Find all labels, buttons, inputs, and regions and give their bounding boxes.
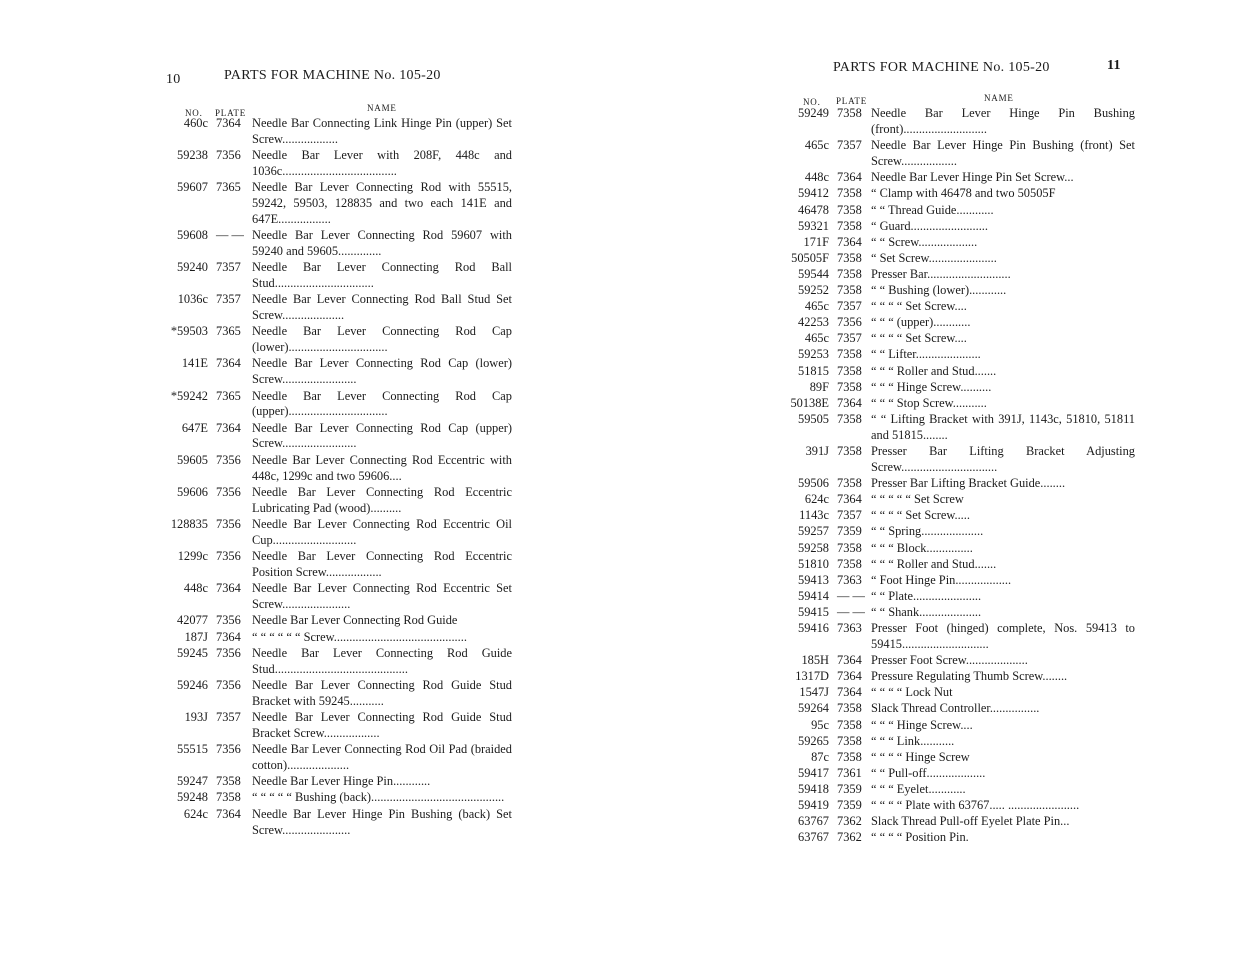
part-number: 647E: [181, 420, 208, 435]
part-name: “ “ Plate......................: [871, 588, 982, 603]
plate-number: 7358: [837, 717, 862, 732]
plate-number: 7358: [837, 701, 862, 716]
part-name: “ “ “ “ Set Screw.....: [871, 508, 970, 523]
part-name: “ “ “ “ Position Pin.: [871, 830, 969, 845]
part-name: “ “ Lifter.....................: [871, 347, 981, 362]
part-entry: [785, 314, 1135, 330]
part-entry: [160, 678, 512, 710]
part-number: 59605: [177, 452, 208, 467]
part-entry: [785, 523, 1135, 539]
part-name: Slack Thread Pull-off Eyelet Plate Pin...: [871, 814, 1070, 829]
part-number: 51815: [798, 363, 829, 378]
plate-number: 7365: [216, 180, 241, 195]
part-name: “ “ Pull-off...................: [871, 765, 986, 780]
part-number: 141E: [181, 356, 208, 371]
part-number: 59544: [798, 266, 829, 281]
part-entry: [160, 581, 512, 613]
part-number: 171F: [803, 234, 829, 249]
part-entry: [785, 395, 1135, 411]
plate-number: 7358: [837, 266, 862, 281]
part-number: 59418: [798, 781, 829, 796]
part-name: “ “ “ “ “ Set Screw: [871, 492, 964, 507]
part-number: 51810: [798, 556, 829, 571]
plate-number: 7364: [837, 492, 862, 507]
plate-number: 7358: [837, 540, 862, 555]
part-name: “ “ Thread Guide............: [871, 202, 994, 217]
plate-number: 7365: [216, 324, 241, 339]
plate-number: 7364: [216, 581, 241, 596]
plate-number: 7356: [216, 677, 241, 692]
part-name: Needle Bar Lever Connecting Rod Guide: [252, 613, 458, 628]
part-number: 87c: [811, 749, 829, 764]
part-number: 59417: [798, 765, 829, 780]
part-entry: [785, 684, 1135, 700]
part-name: Needle Bar Lever Connecting Rod Oil Pad (braided cotton)....................: [252, 742, 512, 772]
part-entry: [785, 185, 1135, 201]
plate-number: 7356: [216, 742, 241, 757]
part-name: “ “ “ “ “ “ Screw...........................................: [252, 629, 467, 644]
part-name: Presser Bar...........................: [871, 266, 1011, 281]
part-name: Needle Bar Lever Hinge Pin Bushing (back) Set Screw......................: [252, 806, 512, 837]
plate-number: 7364: [837, 669, 862, 684]
part-entry: [785, 556, 1135, 572]
plate-number: 7357: [216, 709, 241, 724]
part-entry: [785, 443, 1135, 475]
plate-number: 7358: [837, 363, 862, 378]
part-entry: [785, 797, 1135, 813]
part-name: Presser Foot (hinged) complete, Nos. 59413 to 59415............................: [871, 621, 1135, 652]
part-entry: [160, 324, 512, 356]
part-number: 59247: [177, 774, 208, 789]
plate-number: 7357: [837, 138, 862, 153]
page-number: 10: [166, 72, 181, 87]
part-name: “ “ “ “ Set Screw....: [871, 299, 967, 314]
part-number: 460c: [183, 116, 208, 130]
part-entry: [160, 421, 512, 453]
part-entry: [160, 116, 512, 148]
part-entry: [785, 266, 1135, 282]
part-entry: [160, 453, 512, 485]
plate-number: 7359: [837, 781, 862, 796]
plate-number: 7359: [837, 524, 862, 539]
part-entry: [785, 540, 1135, 556]
part-number: *59242: [170, 388, 208, 403]
part-entry: [785, 363, 1135, 379]
plate-number: 7364: [216, 116, 241, 130]
part-number: 59506: [798, 476, 829, 491]
part-number: 187J: [184, 629, 208, 644]
part-number: 59321: [798, 218, 829, 233]
plate-number: 7358: [837, 347, 862, 362]
part-entry: [160, 710, 512, 742]
part-name: “ “ Shank....................: [871, 604, 982, 619]
part-number: 59505: [798, 411, 829, 426]
plate-number: 7361: [837, 765, 862, 780]
part-name: Needle Bar Lever Connecting Rod Cap (lower) Screw........................: [252, 356, 512, 387]
part-number: 59413: [798, 572, 829, 587]
plate-number: 7357: [837, 331, 862, 346]
column-header-name: NAME: [984, 93, 1014, 103]
part-number: 465c: [804, 138, 829, 153]
part-number: 59608: [177, 228, 208, 243]
part-entry: [785, 475, 1135, 491]
part-entry: [160, 292, 512, 324]
plate-number: 7364: [216, 420, 241, 435]
plate-number: 7364: [837, 234, 862, 249]
part-name: “ “ “ Hinge Screw..........: [871, 379, 992, 394]
part-name: “ “ Screw...................: [871, 234, 978, 249]
part-number: 624c: [804, 492, 829, 507]
column-header-no: NO.: [803, 97, 821, 107]
part-name: Needle Bar Lever Connecting Rod Guide Stud...........................................: [252, 645, 512, 676]
part-entry: [785, 330, 1135, 346]
part-entry: [785, 829, 1135, 845]
part-entry: [785, 620, 1135, 652]
part-name: Presser Bar Lifting Bracket Adjusting Screw...............................: [871, 443, 1135, 475]
part-number: 89F: [809, 379, 829, 394]
part-entry: [785, 749, 1135, 765]
part-entry: [160, 742, 512, 774]
part-name: Needle Bar Lever Hinge Pin............: [252, 774, 431, 789]
part-entry: [785, 733, 1135, 749]
part-name: “ “ Spring....................: [871, 524, 984, 539]
plate-number: 7356: [216, 645, 241, 660]
part-number: 59606: [177, 484, 208, 499]
left-page: [0, 0, 600, 954]
plate-number: 7357: [216, 292, 241, 307]
part-entry: [160, 790, 512, 806]
column-header-plate: PLATE: [215, 108, 246, 118]
part-name: “ “ “ “ “ Bushing (back)...........................................: [252, 790, 505, 805]
part-number: 59607: [177, 180, 208, 195]
plate-number: 7356: [216, 148, 241, 163]
plate-number: 7358: [837, 202, 862, 217]
plate-number: 7356: [216, 452, 241, 467]
plate-number: 7362: [837, 814, 862, 829]
part-entry: [160, 485, 512, 517]
part-number: 59416: [798, 621, 829, 635]
part-name: Needle Bar Lever with 208F, 448c and 1036c.....................................: [252, 148, 512, 178]
plate-number: 7358: [837, 556, 862, 571]
part-number: 59257: [798, 524, 829, 539]
part-number: 1317D: [795, 669, 829, 684]
part-entry: [160, 260, 512, 292]
plate-number: 7364: [837, 170, 862, 185]
part-number: 46478: [798, 202, 829, 217]
part-number: 59258: [798, 540, 829, 555]
part-entry: [785, 202, 1135, 218]
part-number: 59419: [798, 798, 829, 813]
part-number: 193J: [184, 709, 208, 724]
part-number: 185H: [801, 653, 829, 668]
part-number: 465c: [804, 331, 829, 346]
part-number: 59265: [798, 733, 829, 748]
part-name: Needle Bar Lever Connecting Rod Eccentric with 448c, 1299c and two 59606....: [252, 452, 512, 483]
part-name: Needle Bar Lever Connecting Rod Cap (upper)................................: [252, 388, 512, 419]
part-entry: [160, 646, 512, 678]
part-name: Needle Bar Lever Connecting Rod Cap (lower)................................: [252, 324, 512, 355]
plate-number: 7356: [216, 613, 241, 628]
part-entry: [160, 148, 512, 180]
part-entry: [785, 346, 1135, 362]
part-name: Needle Bar Lever Connecting Rod Eccentric Oil Cup...........................: [252, 516, 512, 547]
part-number: 59238: [177, 148, 208, 163]
part-entry: [785, 507, 1135, 523]
part-entry: [785, 765, 1135, 781]
part-name: Needle Bar Lever Connecting Rod Guide Stud Bracket Screw..................: [252, 709, 512, 740]
column-header-no: NO.: [185, 108, 203, 118]
part-name: Slack Thread Controller................: [871, 701, 1040, 716]
plate-number: 7357: [216, 260, 241, 275]
part-number: 50138E: [790, 395, 829, 410]
part-name: “ “ Lifting Bracket with 391J, 1143c, 51810, 51811 and 51815........: [871, 411, 1135, 442]
part-name: “ “ “ Roller and Stud.......: [871, 363, 997, 378]
part-name: Needle Bar Lever Hinge Pin Bushing (front) Set Screw..................: [871, 138, 1135, 169]
page-header-title: PARTS FOR MACHINE No. 105-20: [224, 68, 441, 83]
part-name: “ “ “ Eyelet............: [871, 781, 966, 796]
plate-number: 7358: [837, 379, 862, 394]
plate-number: 7356: [837, 315, 862, 330]
part-name: “ Clamp with 46478 and two 50505F: [871, 186, 1056, 201]
part-number: 1547J: [799, 685, 829, 700]
part-name: “ Guard.........................: [871, 218, 989, 233]
part-number: 465c: [804, 299, 829, 314]
part-entry: [160, 356, 512, 388]
column-header-name: NAME: [367, 103, 397, 113]
part-entry: [160, 180, 512, 227]
plate-number: 7356: [216, 484, 241, 499]
part-entry: [785, 717, 1135, 733]
part-number: 59252: [798, 283, 829, 298]
plate-number: 7364: [837, 653, 862, 668]
part-number: 624c: [183, 806, 208, 821]
part-entry: [160, 517, 512, 549]
part-entry: [785, 604, 1135, 620]
plate-number: 7358: [837, 443, 862, 458]
part-entry: [785, 298, 1135, 314]
plate-number: 7363: [837, 621, 862, 635]
plate-number: 7364: [216, 356, 241, 371]
part-number: 59248: [177, 790, 208, 805]
part-entry: [785, 379, 1135, 395]
plate-number: 7364: [216, 629, 241, 644]
plate-number: 7364: [837, 395, 862, 410]
plate-number: 7358: [837, 106, 862, 120]
part-name: “ “ Bushing (lower)............: [871, 283, 1007, 298]
part-name: “ “ “ (upper)............: [871, 315, 971, 330]
part-number: 59415: [798, 604, 829, 619]
plate-number: — —: [837, 604, 865, 619]
part-name: Needle Bar Lever Connecting Rod Eccentric Set Screw......................: [252, 581, 512, 611]
part-number: 391J: [805, 443, 829, 458]
part-number: 448c: [804, 170, 829, 185]
part-number: 59246: [177, 677, 208, 692]
plate-number: 7356: [216, 516, 241, 531]
plate-number: 7358: [837, 218, 862, 233]
plate-number: 7358: [837, 186, 862, 201]
part-entry: [785, 169, 1135, 185]
part-number: 128835: [170, 516, 208, 531]
part-entry: [785, 700, 1135, 716]
part-name: “ “ “ Block...............: [871, 540, 973, 555]
part-entry: [160, 630, 512, 646]
part-entry: [160, 774, 512, 790]
part-entry: [160, 613, 512, 629]
part-number: 59240: [177, 260, 208, 275]
part-name: Presser Foot Screw....................: [871, 653, 1028, 668]
plate-number: 7357: [837, 508, 862, 523]
part-name: Needle Bar Lever Connecting Rod Ball Stud................................: [252, 260, 512, 290]
plate-number: 7357: [837, 299, 862, 314]
plate-number: 7356: [216, 549, 241, 564]
part-name: “ “ “ “ Lock Nut: [871, 685, 953, 700]
part-name: “ “ “ “ Plate with 63767..... .......................: [871, 798, 1080, 813]
part-name: Needle Bar Lever Hinge Pin Bushing (front)...........................: [871, 106, 1135, 137]
part-number: 59249: [798, 106, 829, 120]
part-name: Needle Bar Lever Connecting Rod Cap (upper) Screw........................: [252, 420, 512, 451]
part-entry: [160, 549, 512, 581]
plate-number: 7358: [837, 749, 862, 764]
part-name: “ “ “ Roller and Stud.......: [871, 556, 997, 571]
part-name: Needle Bar Lever Connecting Rod Ball Stud Set Screw....................: [252, 292, 512, 323]
part-name: Needle Bar Lever Connecting Rod Eccentric Lubricating Pad (wood)..........: [252, 484, 512, 515]
part-number: 63767: [798, 830, 829, 845]
part-entry: [160, 228, 512, 260]
part-number: 50505F: [791, 250, 829, 265]
part-entry: [785, 652, 1135, 668]
part-name: “ “ “ Hinge Screw....: [871, 717, 973, 732]
part-number: 55515: [177, 742, 208, 757]
plate-number: 7358: [837, 250, 862, 265]
part-number: 1143c: [799, 508, 829, 523]
part-name: Needle Bar Connecting Link Hinge Pin (upper) Set Screw..................: [252, 116, 512, 146]
part-number: 59253: [798, 347, 829, 362]
part-name: Needle Bar Lever Hinge Pin Set Screw...: [871, 170, 1074, 185]
part-entry: [785, 234, 1135, 250]
plate-number: 7358: [216, 790, 241, 805]
plate-number: — —: [216, 228, 244, 243]
plate-number: 7364: [837, 685, 862, 700]
part-number: 448c: [183, 581, 208, 596]
plate-number: 7358: [837, 476, 862, 491]
part-number: 59412: [798, 186, 829, 201]
part-entry: [785, 781, 1135, 797]
part-name: Needle Bar Lever Connecting Rod Eccentric Position Screw..................: [252, 549, 512, 579]
part-entry: [785, 282, 1135, 298]
part-name: Needle Bar Lever Connecting Rod Guide Stud Bracket with 59245...........: [252, 677, 512, 708]
part-name: “ Foot Hinge Pin..................: [871, 572, 1012, 587]
part-name: Presser Bar Lifting Bracket Guide........: [871, 476, 1066, 491]
part-entry: [785, 105, 1135, 137]
part-name: “ “ “ “ Set Screw....: [871, 331, 967, 346]
part-number: *59503: [170, 324, 208, 339]
part-name: “ “ “ Stop Screw...........: [871, 395, 987, 410]
plate-number: — —: [837, 588, 865, 603]
right-page: [635, 0, 1235, 954]
part-name: “ Set Screw......................: [871, 250, 997, 265]
part-number: 42077: [177, 613, 208, 628]
part-name: Needle Bar Lever Connecting Rod with 55515, 59242, 59503, 128835 and two each 141E and 647E.................: [252, 180, 512, 226]
part-entry: [160, 807, 512, 839]
plate-number: 7358: [837, 411, 862, 426]
part-entry: [785, 250, 1135, 266]
plate-number: 7358: [837, 733, 862, 748]
part-name: Pressure Regulating Thumb Screw........: [871, 669, 1068, 684]
plate-number: 7362: [837, 830, 862, 845]
part-entry: [785, 137, 1135, 169]
part-number: 1299c: [177, 549, 208, 564]
part-entry: [785, 491, 1135, 507]
part-number: 59264: [798, 701, 829, 716]
part-name: “ “ “ “ Hinge Screw: [871, 749, 970, 764]
part-number: 63767: [798, 814, 829, 829]
parts-list: [160, 116, 512, 839]
plate-number: 7358: [216, 774, 241, 789]
part-number: 42253: [798, 315, 829, 330]
part-entry: [785, 411, 1135, 443]
part-number: 59414: [798, 588, 829, 603]
part-number: 95c: [811, 717, 829, 732]
parts-list: [785, 105, 1135, 845]
page-number: 11: [1107, 58, 1121, 73]
part-number: 59245: [177, 645, 208, 660]
part-entry: [785, 668, 1135, 684]
part-entry: [785, 572, 1135, 588]
page-header-title: PARTS FOR MACHINE No. 105-20: [833, 60, 1050, 75]
plate-number: 7358: [837, 283, 862, 298]
part-entry: [785, 813, 1135, 829]
plate-number: 7364: [216, 806, 241, 821]
part-entry: [160, 389, 512, 421]
part-entry: [785, 588, 1135, 604]
part-name: Needle Bar Lever Connecting Rod 59607 with 59240 and 59605..............: [252, 228, 512, 258]
column-header-plate: PLATE: [836, 96, 867, 106]
part-entry: [785, 218, 1135, 234]
plate-number: 7365: [216, 388, 241, 403]
part-name: “ “ “ Link...........: [871, 733, 955, 748]
plate-number: 7359: [837, 798, 862, 813]
plate-number: 7363: [837, 572, 862, 587]
part-number: 1036c: [177, 292, 208, 307]
